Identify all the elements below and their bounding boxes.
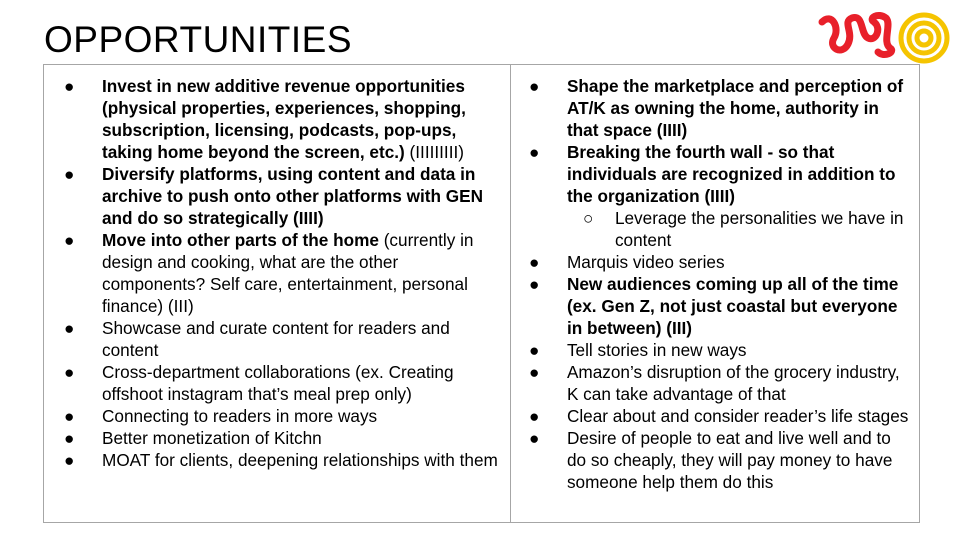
bullet-icon: ●	[64, 164, 75, 184]
bullet-icon: ●	[528, 340, 540, 360]
squiggle-and-target-logo	[812, 8, 952, 68]
bullet-item	[521, 75, 913, 141]
bullet-bold-text: Shape the marketplace and perception of AT/K as owning the home, authority in that space (IIII)	[566, 76, 904, 140]
bullet-item	[521, 273, 913, 339]
bullet-item	[56, 229, 498, 317]
bullet-icon: ●	[528, 142, 540, 162]
bullet-text: Tell stories in new ways	[566, 340, 747, 360]
bullet-item	[521, 427, 913, 493]
sub-bullet-item	[521, 207, 913, 251]
bullet-item	[521, 141, 913, 207]
bullet-item	[521, 339, 913, 361]
bullet-bold-text: Breaking the fourth wall - so that individuals are recognized in addition to the organization (IIII)	[566, 142, 896, 206]
right-bullet-list	[521, 75, 913, 493]
bullet-bold-text: New audiences coming up all of the time (ex. Gen Z, not just coastal but everyone in between) (III)	[566, 274, 899, 338]
bullet-text: Clear about and consider reader’s life stages	[566, 406, 909, 426]
bullet-item	[56, 405, 498, 427]
bullet-item	[521, 361, 913, 405]
bullet-bold-text: Invest in new additive revenue opportunities (physical properties, experiences, shopping, subscription, licensing, podcasts, pop-ups, taking home beyond the screen, etc.)	[102, 76, 466, 162]
bullet-icon: ●	[64, 76, 75, 96]
red-squiggle-icon	[822, 15, 892, 54]
bullet-text: (currently in design and cooking, what are the other components? Self care, entertainment, personal finance) (III)	[102, 230, 474, 316]
bullet-text: Better monetization of Kitchn	[102, 428, 322, 448]
right-column	[511, 65, 919, 522]
bullet-item	[56, 449, 498, 471]
bullet-item	[56, 427, 498, 449]
bullet-icon: ●	[64, 362, 75, 382]
bullet-icon: ●	[528, 274, 540, 294]
bullet-icon: ●	[64, 230, 75, 250]
bullet-item	[56, 317, 498, 361]
bullet-icon: ●	[64, 318, 75, 338]
bullet-item	[56, 361, 498, 405]
bullet-item	[521, 251, 913, 273]
bullet-icon: ●	[528, 428, 540, 448]
bullet-text: (IIIIIIIII)	[404, 142, 464, 162]
bullet-text: Cross-department collaborations (ex. Creating offshoot instagram that’s meal prep only)	[102, 362, 454, 404]
sub-bullet-text: Leverage the personalities we have in content	[614, 208, 904, 250]
bullet-text: Connecting to readers in more ways	[102, 406, 378, 426]
bullet-text: MOAT for clients, deepening relationships with them	[102, 450, 498, 470]
bullet-item	[56, 75, 498, 163]
bullet-icon: ●	[528, 252, 540, 272]
bullet-text: Amazon’s disruption of the grocery industry, K can take advantage of that	[566, 362, 900, 404]
bullet-bold-text: Diversify platforms, using content and data in archive to push onto other platforms with GEN and do so strategically (IIII)	[102, 164, 484, 228]
bullet-icon: ●	[64, 450, 75, 470]
bullet-item	[56, 163, 498, 229]
yellow-target-icon	[901, 15, 947, 61]
bullet-text: Showcase and curate content for readers and content	[102, 318, 450, 360]
bullet-text: Desire of people to eat and live well and to do so cheaply, they will pay money to have someone help them do this	[566, 428, 893, 492]
bullet-item	[521, 405, 913, 427]
bullet-text: Marquis video series	[566, 252, 725, 272]
bullet-icon: ●	[528, 76, 540, 96]
bullet-icon: ●	[528, 406, 540, 426]
left-bullet-list	[56, 75, 498, 471]
hollow-bullet-icon: ○	[582, 208, 594, 228]
bullet-icon: ●	[64, 406, 75, 426]
bullet-icon: ●	[528, 362, 540, 382]
opportunities-table	[43, 64, 920, 523]
slide-title: OPPORTUNITIES	[44, 19, 353, 60]
bullet-bold-text: Move into other parts of the home	[102, 230, 379, 250]
bullet-icon: ●	[64, 428, 75, 448]
left-column	[44, 65, 511, 522]
